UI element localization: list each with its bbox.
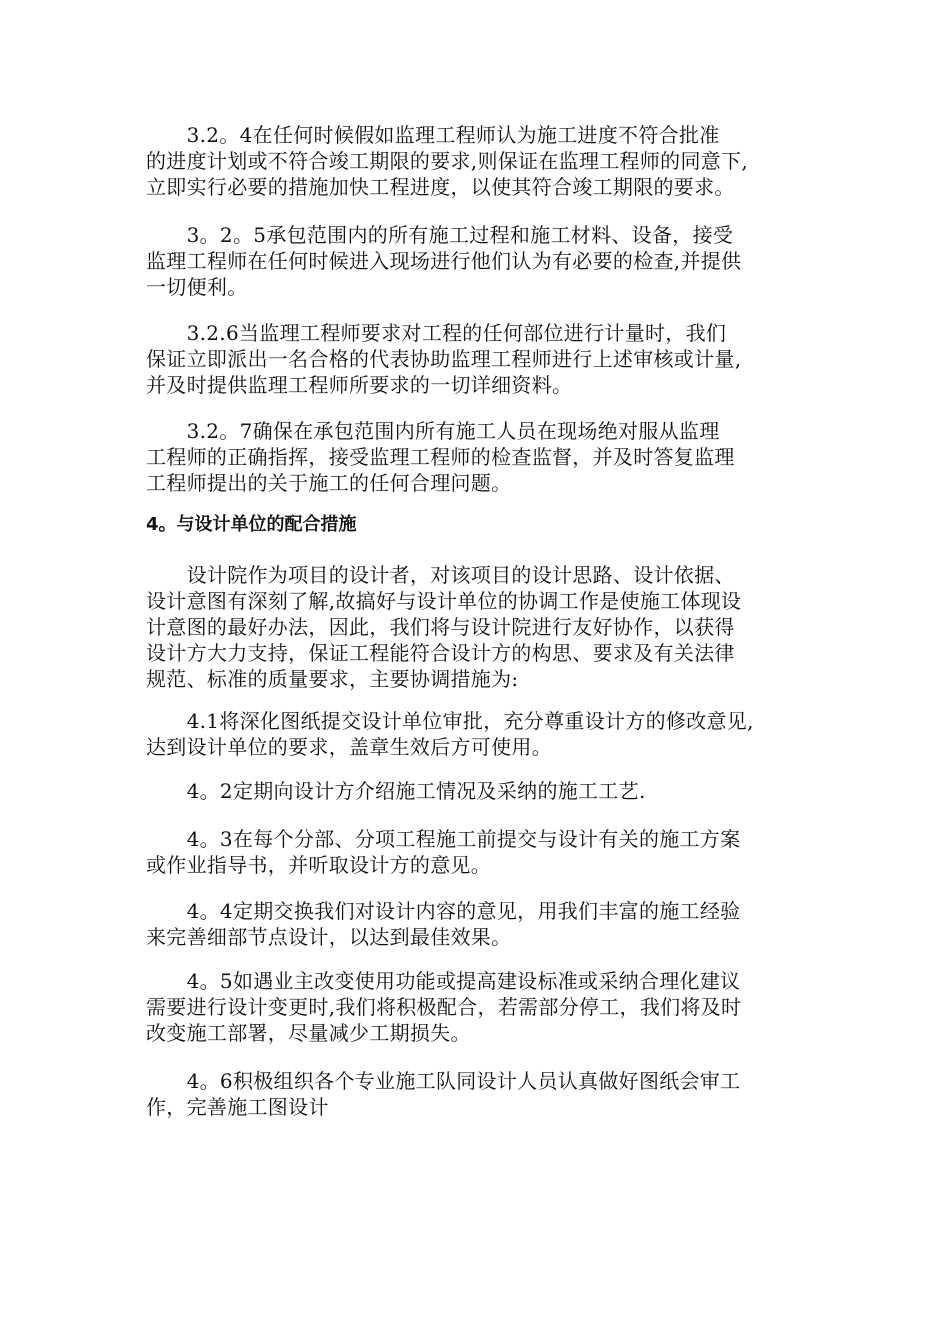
- paragraph-3-2-5: [146, 222, 818, 300]
- text-line: 并及时提供监理工程师所要求的一切详细资料。: [146, 373, 573, 397]
- text-line: 4。5如遇业主改变使用功能或提高建设标准或采纳合理化建议: [146, 969, 741, 993]
- text-line: 或作业指导书，并听取设计方的意见。: [146, 853, 492, 877]
- text-line: 计意图的最好办法，因此，我们将与设计院进行友好协作，以获得: [146, 615, 735, 639]
- paragraph-3-2-6: [146, 320, 818, 398]
- text-line: 3.2。4在任何时候假如监理工程师认为施工进度不符合批准: [146, 123, 720, 147]
- text-line: 设计意图有深刻了解,故搞好与设计单位的协调工作是使施工体现设: [146, 589, 742, 613]
- paragraph-4-3: [146, 826, 818, 878]
- paragraph-3-2-4: [146, 122, 818, 200]
- paragraph-4-5: [146, 968, 818, 1046]
- paragraph-3-2-7: [146, 418, 818, 496]
- text-line: 4。2定期向设计方介绍施工情况及采纳的施工工艺.: [146, 779, 646, 803]
- paragraph-4-1: [146, 708, 818, 760]
- paragraph-4-2: [146, 778, 818, 804]
- paragraph-intro: [146, 562, 818, 692]
- text-line: 一切便利。: [146, 275, 248, 299]
- text-line: 设计院作为项目的设计者，对该项目的设计思路、设计依据、: [146, 563, 735, 587]
- section-heading: 4。与设计单位的配合措施: [146, 514, 357, 535]
- paragraph-4-4: [146, 898, 818, 950]
- text-line: 需要进行设计变更时,我们将积极配合，若需部分停工，我们将及时: [146, 995, 742, 1019]
- text-line: 达到设计单位的要求，盖章生效后方可使用。: [146, 735, 552, 759]
- text-line: 作，完善施工图设计: [146, 1095, 329, 1119]
- text-line: 规范、标准的质量要求，主要协调措施为:: [146, 667, 519, 691]
- paragraph-4-6: [146, 1068, 818, 1120]
- text-line: 4.1将深化图纸提交设计单位审批，充分尊重设计方的修改意见,: [146, 709, 754, 733]
- text-line: 来完善细部节点设计，以达到最佳效果。: [146, 925, 512, 949]
- text-line: 工程师的正确指挥，接受监理工程师的检查监督，并及时答复监理: [146, 445, 735, 469]
- text-line: 设计方大力支持，保证工程能符合设计方的构思、要求及有关法律: [146, 641, 735, 665]
- text-line: 3.2.6当监理工程师要求对工程的任何部位进行计量时，我们: [146, 321, 727, 345]
- text-line: 保证立即派出一名合格的代表协助监理工程师进行上述审核或计量,: [146, 347, 742, 371]
- text-line: 3.2。7确保在承包范围内所有施工人员在现场绝对服从监理: [146, 419, 720, 443]
- text-line: 4。6积极组织各个专业施工队同设计人员认真做好图纸会审工: [146, 1069, 741, 1093]
- text-line: 3。2。5承包范围内的所有施工过程和施工材料、设备，接受: [146, 223, 734, 247]
- text-line: 工程师提出的关于施工的任何合理问题。: [146, 471, 512, 495]
- text-line: 改变施工部署，尽量减少工期损失。: [146, 1021, 471, 1045]
- text-line: 监理工程师在任何时候进入现场进行他们认为有必要的检查,并提供: [146, 249, 742, 273]
- text-line: 立即实行必要的措施加快工程进度，以使其符合竣工期限的要求。: [146, 175, 735, 199]
- text-line: 的进度计划或不符合竣工期限的要求,则保证在监理工程师的同意下,: [146, 149, 749, 173]
- text-line: 4。4定期交换我们对设计内容的意见，用我们丰富的施工经验: [146, 899, 741, 923]
- text-line: 4。3在每个分部、分项工程施工前提交与设计有关的施工方案: [146, 827, 741, 851]
